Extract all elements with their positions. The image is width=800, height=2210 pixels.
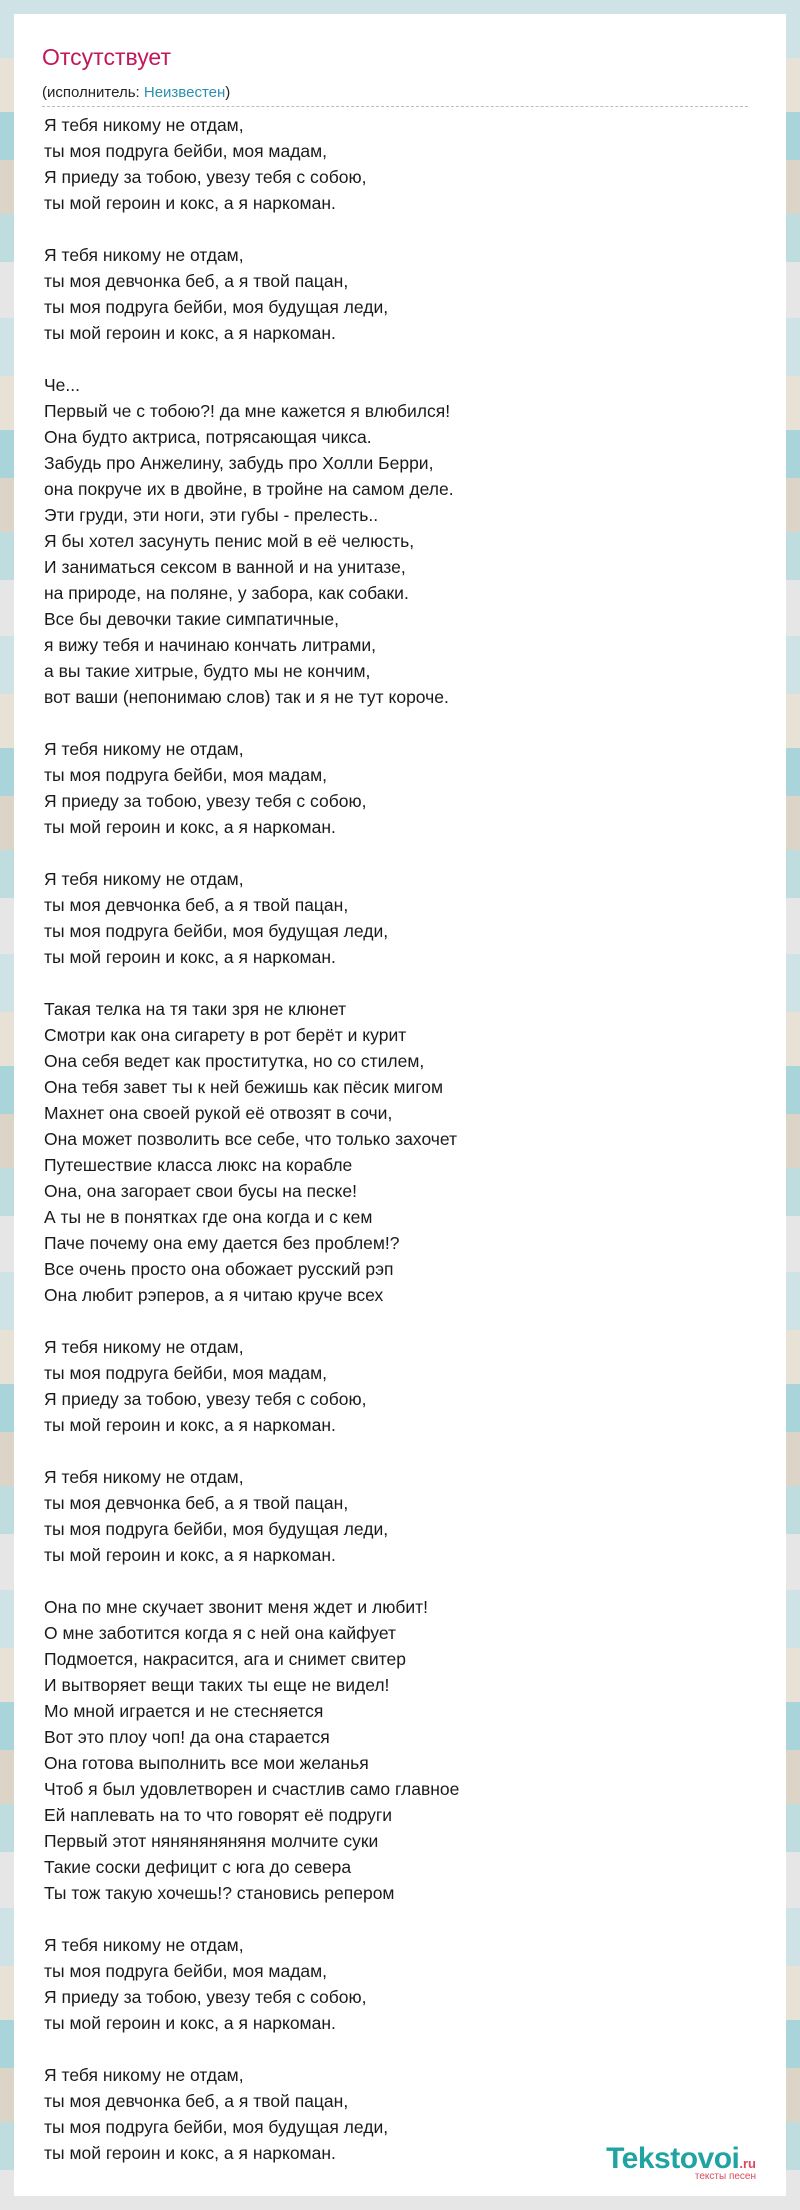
lyrics-stanza <box>44 1932 764 2036</box>
lyrics-line: ты мой героин и кокс, а я наркоман. <box>44 193 336 213</box>
meta-suffix: ) <box>225 84 231 101</box>
lyrics-line: Все очень просто она обожает русский рэп <box>44 1259 394 1279</box>
lyrics-stanza <box>44 1464 764 1568</box>
lyrics-line: Мо мной играется и не стесняется <box>44 1701 324 1721</box>
lyrics-line: Я тебя никому не отдам, <box>44 869 244 889</box>
lyrics-stanza <box>44 242 764 346</box>
content-card <box>14 14 786 2196</box>
lyrics-line: Я приеду за тобою, увезу тебя с собою, <box>44 167 367 187</box>
lyrics-line: ты мой героин и кокс, а я наркоман. <box>44 947 336 967</box>
lyrics-line: Такие соски дефицит с юга до севера <box>44 1857 352 1877</box>
lyrics-line: Я тебя никому не отдам, <box>44 739 244 759</box>
lyrics-line: Я приеду за тобою, увезу тебя с собою, <box>44 1389 367 1409</box>
lyrics-line: ты моя подруга бейби, моя мадам, <box>44 1363 328 1383</box>
lyrics-line: Она любит рэперов, а я читаю круче всех <box>44 1285 384 1305</box>
lyrics-stanza <box>44 866 764 970</box>
lyrics-stanza <box>44 736 764 840</box>
lyrics-line: ты моя подруга бейби, моя будущая леди, <box>44 2117 389 2137</box>
lyrics-line: Я тебя никому не отдам, <box>44 245 244 265</box>
lyrics-line: Я тебя никому не отдам, <box>44 1467 244 1487</box>
lyrics-line: вот ваши (непонимаю слов) так и я не тут короче. <box>44 687 449 707</box>
lyrics-line: Подмоется, накрасится, ага и снимет свитер <box>44 1649 406 1669</box>
lyrics-line: ты моя подруга бейби, моя мадам, <box>44 765 328 785</box>
lyrics-stanza <box>44 372 764 710</box>
lyrics-line: ты моя подруга бейби, моя будущая леди, <box>44 1519 389 1539</box>
song-meta <box>42 84 230 101</box>
site-logo[interactable] <box>606 2142 756 2182</box>
lyrics-line: И вытворяет вещи таких ты еще не видел! <box>44 1675 390 1695</box>
lyrics-line: я вижу тебя и начинаю кончать литрами, <box>44 635 377 655</box>
lyrics-line: Все бы девочки такие симпатичные, <box>44 609 339 629</box>
lyrics-line: Смотри как она сигарету в рот берёт и курит <box>44 1025 407 1045</box>
lyrics-line: ты моя подруга бейби, моя мадам, <box>44 1961 328 1981</box>
lyrics-line: а вы такие хитрые, будто мы не кончим, <box>44 661 371 681</box>
lyrics-line: Она может позволить все себе, что только захочет <box>44 1129 458 1149</box>
lyrics-stanza <box>44 1334 764 1438</box>
artist-link[interactable]: Неизвестен <box>143 84 226 101</box>
lyrics-line: Эти груди, эти ноги, эти губы - прелесть.. <box>44 505 379 525</box>
lyrics-line: Я тебя никому не отдам, <box>44 115 244 135</box>
lyrics-body <box>44 112 764 2192</box>
lyrics-line: Забудь про Анжелину, забудь про Холли Берри, <box>44 453 434 473</box>
lyrics-line: ты мой героин и кокс, а я наркоман. <box>44 1415 336 1435</box>
lyrics-line: на природе, на поляне, у забора, как собаки. <box>44 583 409 603</box>
lyrics-line: Я тебя никому не отдам, <box>44 1935 244 1955</box>
lyrics-line: Я приеду за тобою, увезу тебя с собою, <box>44 1987 367 2007</box>
lyrics-line: ты мой героин и кокс, а я наркоман. <box>44 1545 336 1565</box>
lyrics-line: И заниматься сексом в ванной и на унитазе, <box>44 557 406 577</box>
lyrics-line: ты моя девчонка беб, а я твой пацан, <box>44 895 349 915</box>
meta-prefix: (исполнитель: <box>42 84 144 101</box>
logo-tagline: тексты песен <box>694 2171 756 2182</box>
lyrics-line: Чтоб я был удовлетворен и счастлив само главное <box>44 1779 460 1799</box>
lyrics-line: Она готова выполнить все мои желанья <box>44 1753 369 1773</box>
lyrics-line: Она тебя завет ты к ней бежишь как пёсик мигом <box>44 1077 444 1097</box>
lyrics-stanza <box>44 996 764 1308</box>
lyrics-line: Вот это плоу чоп! да она старается <box>44 1727 330 1747</box>
lyrics-line: Она будто актриса, потрясающая чикса. <box>44 427 372 447</box>
lyrics-line: Махнет она своей рукой её отвозят в сочи, <box>44 1103 393 1123</box>
divider <box>42 106 748 107</box>
lyrics-line: Я приеду за тобою, увезу тебя с собою, <box>44 791 367 811</box>
lyrics-line: Она себя ведет как проститутка, но со стилем, <box>44 1051 425 1071</box>
lyrics-stanza <box>44 112 764 216</box>
lyrics-line: ты мой героин и кокс, а я наркоман. <box>44 817 336 837</box>
lyrics-line: ты моя девчонка беб, а я твой пацан, <box>44 271 349 291</box>
lyrics-line: ты моя девчонка беб, а я твой пацан, <box>44 2091 349 2111</box>
lyrics-line: Я бы хотел засунуть пенис мой в её челюсть, <box>44 531 415 551</box>
lyrics-line: ты моя подруга бейби, моя будущая леди, <box>44 921 389 941</box>
lyrics-line: ты моя подруга бейби, моя мадам, <box>44 141 328 161</box>
lyrics-line: Путешествие класса люкс на корабле <box>44 1155 353 1175</box>
lyrics-line: ты моя подруга бейби, моя будущая леди, <box>44 297 389 317</box>
lyrics-line: Такая телка на тя таки зря не клюнет <box>44 999 347 1019</box>
lyrics-line: она покруче их в двойне, в тройне на самом деле. <box>44 479 454 499</box>
lyrics-line: ты моя девчонка беб, а я твой пацан, <box>44 1493 349 1513</box>
lyrics-stanza <box>44 1594 764 1906</box>
lyrics-line: О мне заботится когда я с ней она кайфует <box>44 1623 397 1643</box>
lyrics-line: Паче почему она ему дается без проблем!? <box>44 1233 400 1253</box>
lyrics-line: ты мой героин и кокс, а я наркоман. <box>44 2013 336 2033</box>
lyrics-line: Она, она загорает свои бусы на песке! <box>44 1181 357 1201</box>
lyrics-line: ты мой героин и кокс, а я наркоман. <box>44 2143 336 2163</box>
lyrics-line: Я тебя никому не отдам, <box>44 1337 244 1357</box>
lyrics-line: Первый этот няняняняняня молчите суки <box>44 1831 379 1851</box>
lyrics-line: А ты не в понятках где она когда и с кем <box>44 1207 373 1227</box>
lyrics-line: Она по мне скучает звонит меня ждет и любит! <box>44 1597 429 1617</box>
lyrics-line: Ей наплевать на то что говорят её подруги <box>44 1805 393 1825</box>
lyrics-line: ты мой героин и кокс, а я наркоман. <box>44 323 336 343</box>
lyrics-line: Я тебя никому не отдам, <box>44 2065 244 2085</box>
lyrics-line: Ты тож такую хочешь!? становись репером <box>44 1883 395 1903</box>
lyrics-line: Первый че с тобою?! да мне кажется я влюбился! <box>44 401 451 421</box>
logo-tld: .ru <box>739 2156 756 2171</box>
song-title: Отсутствует <box>42 44 171 70</box>
logo-name: Tekstovoi <box>606 2142 740 2175</box>
lyrics-line: Че... <box>44 375 80 395</box>
